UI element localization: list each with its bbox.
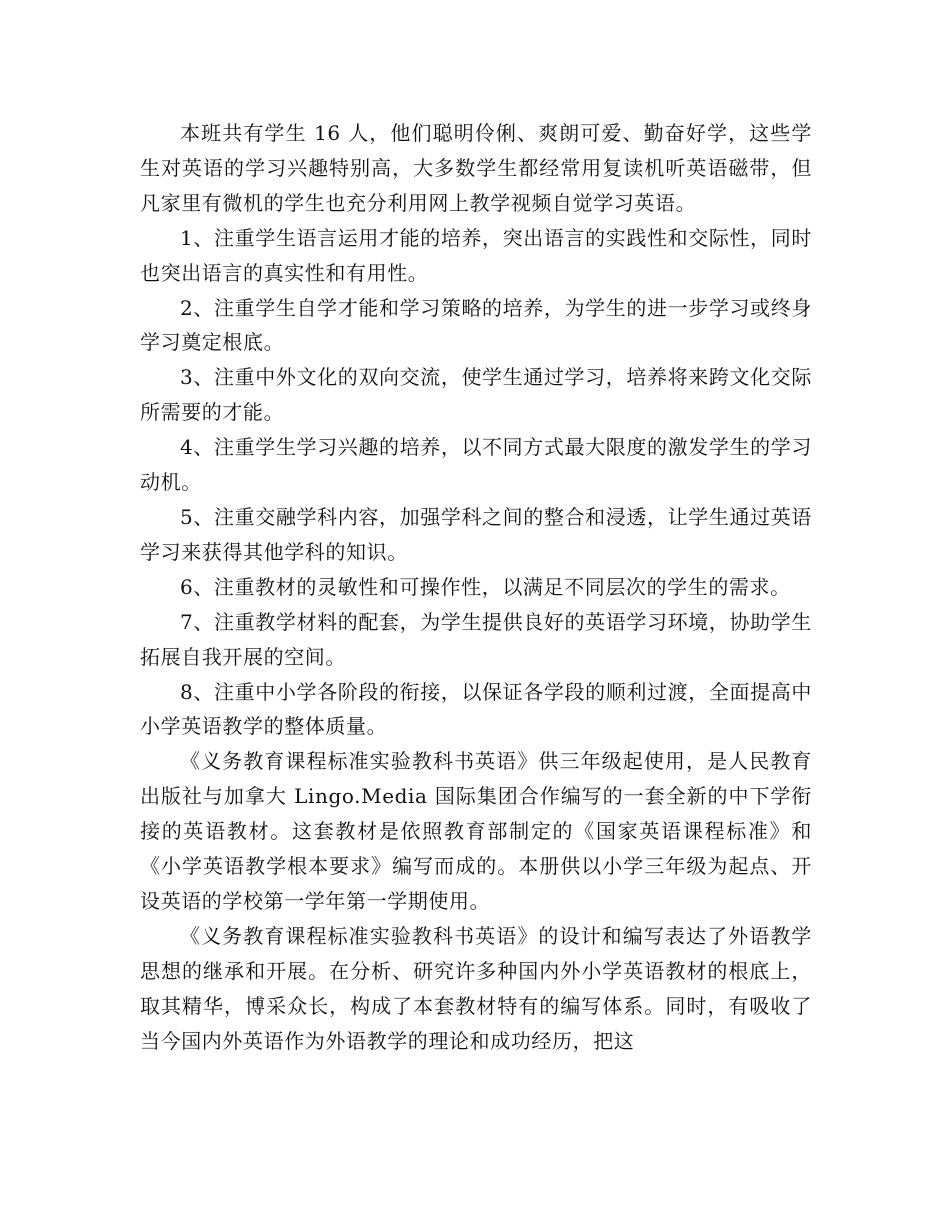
paragraph-class-overview: 本班共有学生 16 人，他们聪明伶俐、爽朗可爱、勤奋好学，这些学生对英语的学习兴趣特别高，大多数学生都经常用复读机听英语磁带，但凡家里有微机的学生也充分利用网上教学视频自觉学习英语。 — [140, 121, 812, 215]
paragraph-point-8: 8、注重中小学各阶段的衔接，以保证各学段的顺利过渡，全面提高中小学英语教学的整体质量。 — [140, 679, 812, 739]
paragraph-point-4: 4、注重学生学习兴趣的培养，以不同方式最大限度的激发学生的学习动机。 — [140, 435, 812, 495]
paragraph-point-6: 6、注重教材的灵敏性和可操作性，以满足不同层次的学生的需求。 — [180, 574, 791, 599]
paragraph-point-2: 2、注重学生自学才能和学习策略的培养，为学生的进一步学习或终身学习奠定根底。 — [140, 295, 812, 355]
document-body — [140, 116, 812, 1058]
paragraph-point-7: 7、注重教学材料的配套，为学生提供良好的英语学习环境，协助学生拓展自我开展的空间。 — [140, 609, 812, 669]
paragraph-point-1: 1、注重学生语言运用才能的培养，突出语言的实践性和交际性，同时也突出语言的真实性和有用性。 — [140, 225, 812, 285]
paragraph-textbook-intro: 《义务教育课程标准实验教科书英语》供三年级起使用，是人民教育出版社与加拿大 Lingo.Media 国际集团合作编写的一套全新的中下学衔接的英语教材。这套教材是依照教育部制定的《国家英语课程标准》和《小学英语教学根本要求》编写而成的。本册供以小学三年级为起点、开设英语的学校第一学年第一学期使用。 — [140, 749, 812, 913]
paragraph-point-5: 5、注重交融学科内容，加强学科之间的整合和浸透，让学生通过英语学习来获得其他学科的知识。 — [140, 504, 812, 564]
paragraph-point-3: 3、注重中外文化的双向交流，使学生通过学习，培养将来跨文化交际所需要的才能。 — [140, 365, 812, 425]
paragraph-textbook-design: 《义务教育课程标准实验教科书英语》的设计和编写表达了外语教学思想的继承和开展。在分析、研究许多种国内外小学英语教材的根底上，取其精华，博采众长，构成了本套教材特有的编写体系。同时，有吸收了当今国内外英语作为外语教学的理论和成功经历，把这 — [140, 923, 812, 1053]
